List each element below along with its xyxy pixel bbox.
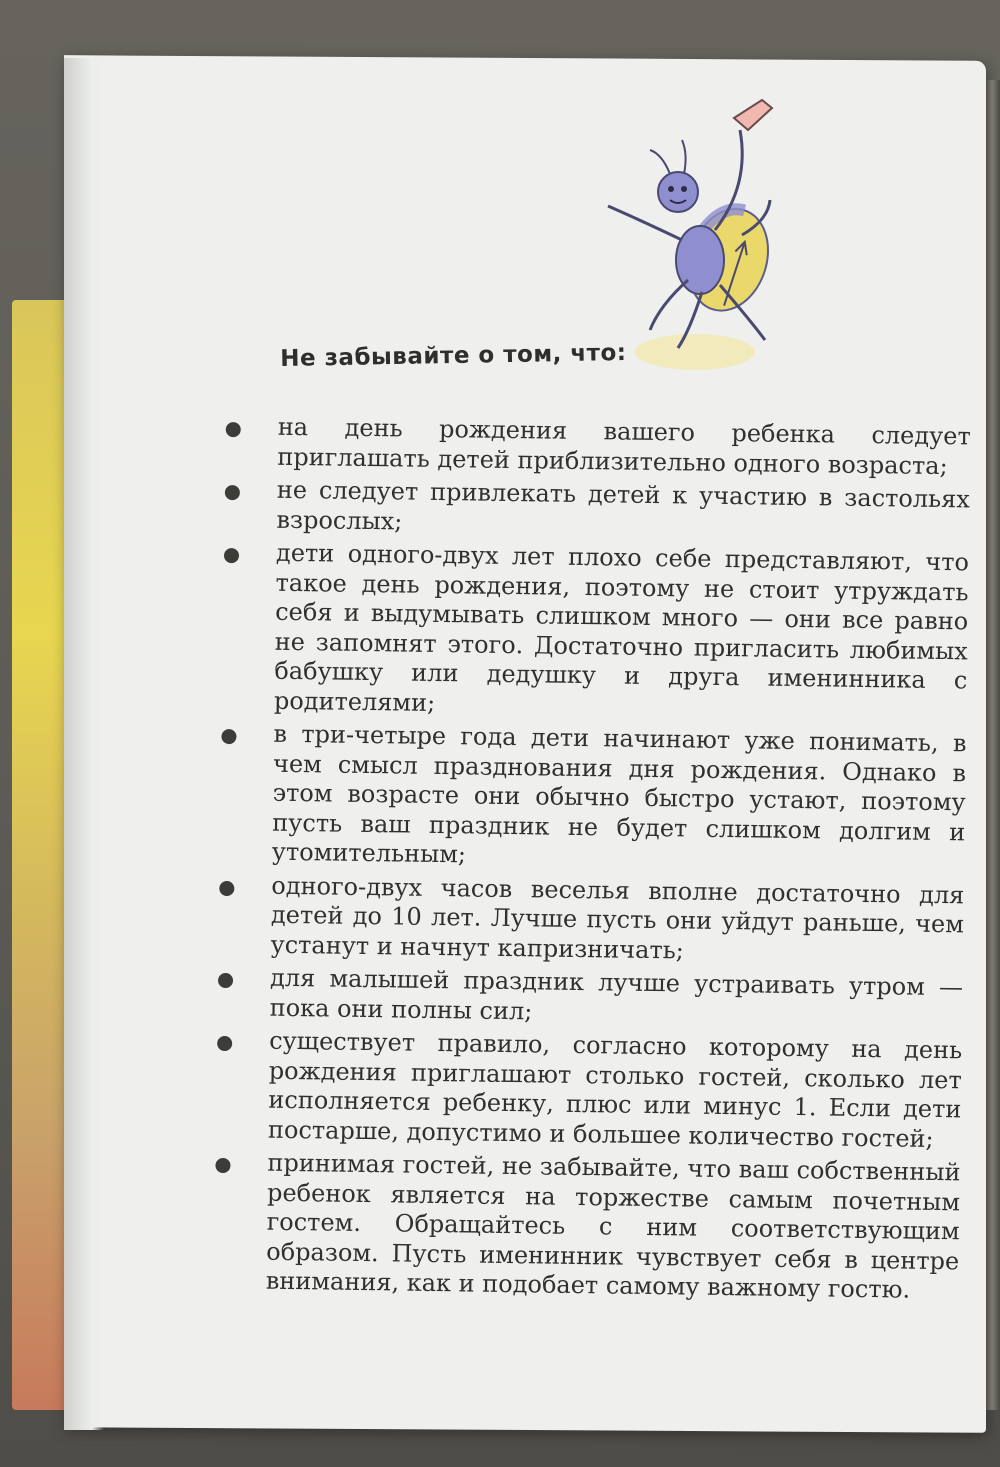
list-item-text: дети одного-двух лет плохо себе представляют, что такое день рождения, поэтому не стоит утруждать себя и выдумывать слишком много — они все равно не запомнят этого. Достаточно пригласить любимых бабушку или дедушку и друга именинника с родителями; (273, 538, 970, 717)
bullet-icon (215, 1158, 230, 1173)
list-item-text: для малышей праздник лучше устраивать утром — пока они полны сил; (269, 963, 964, 1025)
section-heading: Не забывайте о том, что: (280, 339, 627, 372)
list-item (224, 475, 970, 544)
list-item (217, 963, 963, 1032)
list-item-text: существует правило, согласно которому на день рождения приглашают столько гостей, сколько лет исполняется ребенку, плюс или минус 1. Если дети постарше, допустимо и большее количество гостей; (267, 1026, 963, 1153)
list-item-text: в три-четыре года дети начинают уже понимать, в чем смысл празднования дня рождения. Однако в этом возрасте они обычно быстро устают, поэтому пусть ваш праздник не будет слишком долгим и утомительным; (271, 719, 967, 869)
tips-list (214, 412, 971, 1310)
page-gutter (64, 58, 104, 1430)
list-item-text: одного-двух часов веселья вполне достаточно для детей до 10 лет. Лучше пусть они уйдут раньше, чем устанут и начнут капризничать; (270, 871, 965, 964)
bullet-icon (221, 729, 236, 744)
bullet-icon (219, 880, 234, 895)
bullet-icon (217, 1036, 232, 1051)
list-item (222, 538, 969, 725)
bullet-icon (226, 422, 241, 437)
bullet-icon (218, 973, 233, 988)
list-item (220, 719, 967, 877)
list-item-text: не следует привлекать детей к участию в застольях взрослых; (276, 475, 971, 535)
bullet-icon (225, 485, 240, 500)
bullet-icon (224, 548, 239, 563)
list-item-text: принимая гостей, не забывайте, что ваш собственный ребенок является на торжестве самым почетным гостем. Обращайтесь с ним соответствующим образом. Пусть именинник чувствует себя в центре внимания, как и подобает самому важному гостю. (265, 1148, 961, 1304)
list-item (216, 1026, 963, 1154)
list-item (218, 870, 964, 969)
list-item (214, 1148, 961, 1306)
list-item (225, 412, 971, 481)
list-item-text: на день рождения вашего ребенка следует приглашать детей приблизительно одного возраста; (277, 412, 971, 480)
